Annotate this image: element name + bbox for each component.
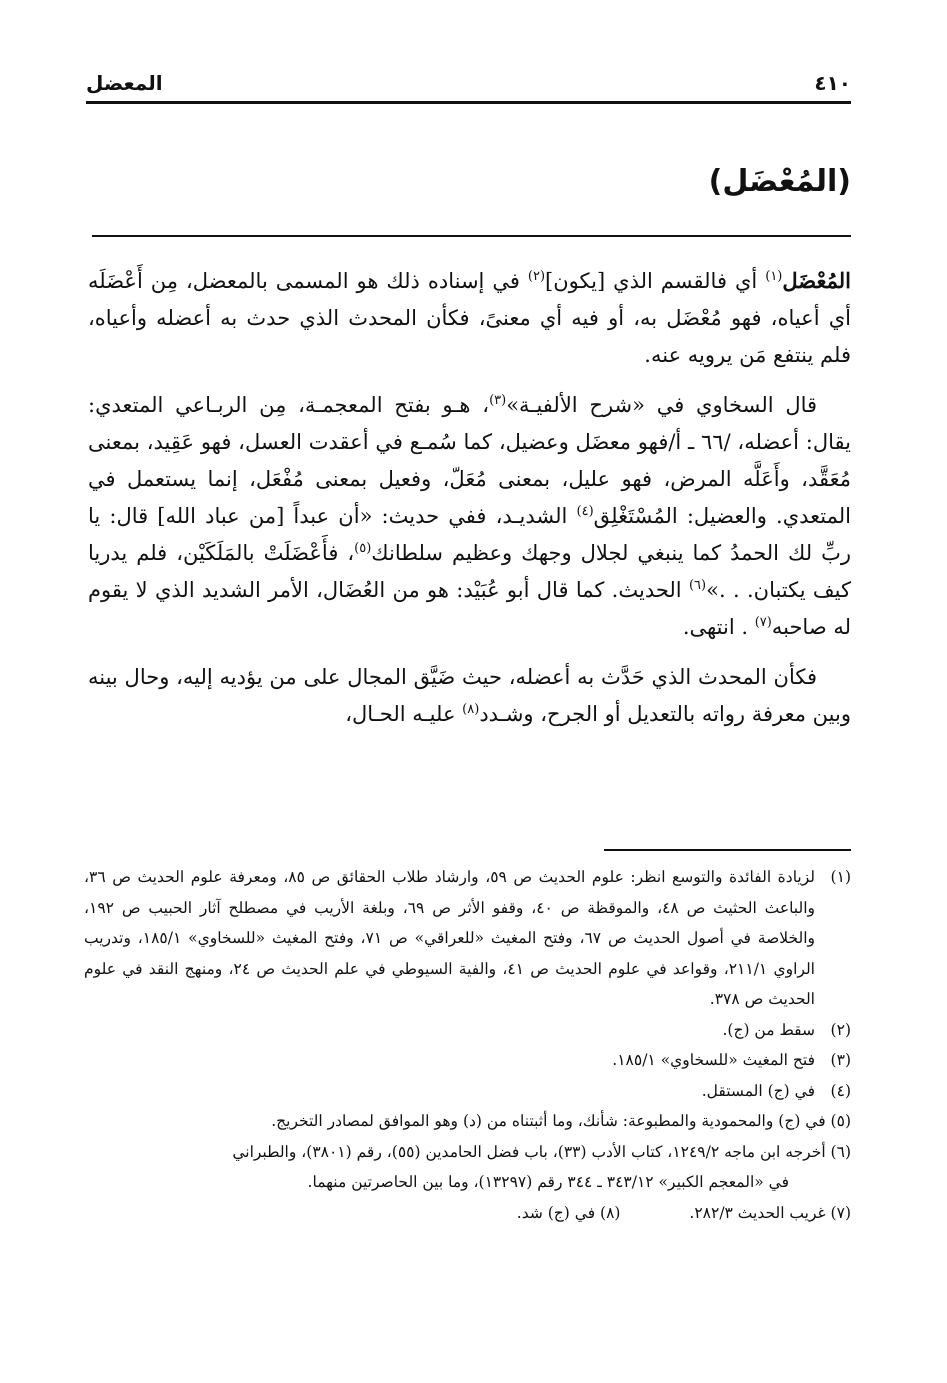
footnote-ref: (٢) xyxy=(527,269,546,284)
footnote-ref: (٨) xyxy=(462,702,480,717)
paragraph-text: ، هـو بفتح المعجمـة، مِن الربـاعي المتعدي: يقال: أعضله، /٦٦ ـ أ/فهو معضَل وعضيل، كما سُمـع في أعقدت العسل، فهو عَقِيد، بمعنى مُعَقَّد، وأَعَلَّه المرض، فهو عليل، بمعنى مُعَلّ، وفعيل بمعنى مُفْعَل، إنما يستعمل في المتعدي. والعضيل: المُسْتَغْلِق xyxy=(88,393,852,528)
footnote-6-line-2: في «المعجم الكبير» ٣٤٣/١٢ ـ ٣٤٤ رقم (١٣٢٩٧)، وما بين الحاصرتين منهما. xyxy=(307,1173,789,1191)
footnote-ref: (٦) xyxy=(688,578,707,593)
paragraph-text: قال السخاوي في «شرح الألفيـة» xyxy=(506,393,818,417)
footnote-1 xyxy=(84,862,851,1015)
chapter-title: (المُعْضَل) xyxy=(708,164,851,199)
paragraph-text: الحديث. كما قال أبو عُبَيْد: هو من العُضَال، الأمر الشديد الذي لا يقوم له صاحبه xyxy=(88,578,851,639)
paragraph-text: في إسناده ذلك هو المسمى بالمعضل، مِن أَعْضَلَه أي أعياه، فهو مُعْضَل به، أو فيه أي معنىً، فكأن المحدث الذي حدث به أعضله وأعياه، فلم ينتفع مَن يرويه عنه. xyxy=(88,269,851,367)
paragraph-text: . انتهى. xyxy=(682,615,755,639)
footnote-divider xyxy=(604,849,851,851)
paragraph-text: ، فأَعْضَلَتْ بالمَلَكَيْن، فلم يدريا كيف يكتبان. . .» xyxy=(88,541,851,602)
footnote-ref: (٤) xyxy=(576,504,594,519)
footnote-ref: (١) xyxy=(765,269,783,284)
paragraph-text: الشديـد، ففي حديث: «أن عبداً [من عباد الله] قال: يا ربِّ لك الحمدُ كما ينبغي لجلال وجهك وعظيم سلطانك xyxy=(88,504,851,565)
footnote-6-line-1: (٦) أخرجه ابن ماجه ١٢٤٩/٢، كتاب الأدب (٣٣)، باب فضل الحامدين (٥٥)، رقم (٣٨٠١)، والطبراني xyxy=(232,1142,851,1161)
footnote-text: سقط من (ج). xyxy=(722,1020,815,1039)
footnote-4 xyxy=(84,1076,851,1107)
main-text xyxy=(88,262,851,733)
paragraph-text: عليـه الحـال، xyxy=(345,702,463,726)
running-title: المعضل xyxy=(86,71,163,95)
footnote-2 xyxy=(84,1015,851,1046)
footnote-text: لزيادة الفائدة والتوسع انظر: علوم الحديث ص ٥٩، وارشاد طلاب الحقائق ص ٨٥، ومعرفة علوم الحديث ص ٣٦، والباعث الحثيث ص ٤٨، والموقظة ص ٤٠، وقفو الأثر ص ٦٩، وبلغة الأريب في مصطلح آثار الحبيب ص ١٩٢، والخلاصة في أصول الحديث ص ٦٧، وفتح المغيث «للعراقي» ص ٧١، وفتح المغيث «للسخاوي» ١٨٥/١، وتدريب الراوي ٢١١/١، وقواعد في علوم الحديث ص ٤١، والفية السيوطي في علم الحديث ص ٢٤، ومنهج النقد في علوم الحديث ص ٣٧٨. xyxy=(84,868,816,1008)
title-divider xyxy=(92,235,851,237)
running-header xyxy=(86,60,851,104)
paragraph-text: أي فالقسم الذي [يكون] xyxy=(545,269,766,293)
footnote-8: (٨) في (ج) شد. xyxy=(516,1203,621,1222)
page-number: ٤١٠ xyxy=(814,71,851,95)
paragraph-1 xyxy=(88,262,851,374)
footnote-text: في (ج) المستقل. xyxy=(701,1081,815,1100)
paragraph-3 xyxy=(88,659,851,733)
footnote-number: (٣) xyxy=(830,1051,851,1069)
footnote-ref: (٥) xyxy=(354,541,372,556)
footnote-7: (٧) غريب الحديث ٢٨٢/٣. xyxy=(689,1203,851,1222)
footnote-text: فتح المغيث «للسخاوي» ١٨٥/١. xyxy=(612,1051,815,1069)
paragraph-2 xyxy=(88,387,851,646)
footnotes xyxy=(84,862,851,1228)
footnote-ref: (٧) xyxy=(754,615,772,630)
defined-term: المُعْضَل xyxy=(782,268,851,293)
paragraph-text: فكأن المحدث الذي حَدَّث به أعضله، حيث ضَيَّق المجال على من يؤديه إليه، وحال بينه وبين معرفة رواته بالتعديل أو الجرح، وشـدد xyxy=(88,665,851,726)
footnote-5: (٥) في (ج) والمحمودية والمطبوعة: شأنك، وما أثبتناه من (د) وهو الموافق لمصادر التخريج. xyxy=(271,1112,851,1130)
footnote-3 xyxy=(84,1045,851,1076)
footnote-number: (٢) xyxy=(830,1020,851,1039)
footnote-ref: (٣) xyxy=(489,393,507,408)
footnote-number: (٤) xyxy=(830,1081,851,1100)
footnotes-7-8 xyxy=(84,1198,851,1229)
footnote-number: (١) xyxy=(830,868,851,886)
